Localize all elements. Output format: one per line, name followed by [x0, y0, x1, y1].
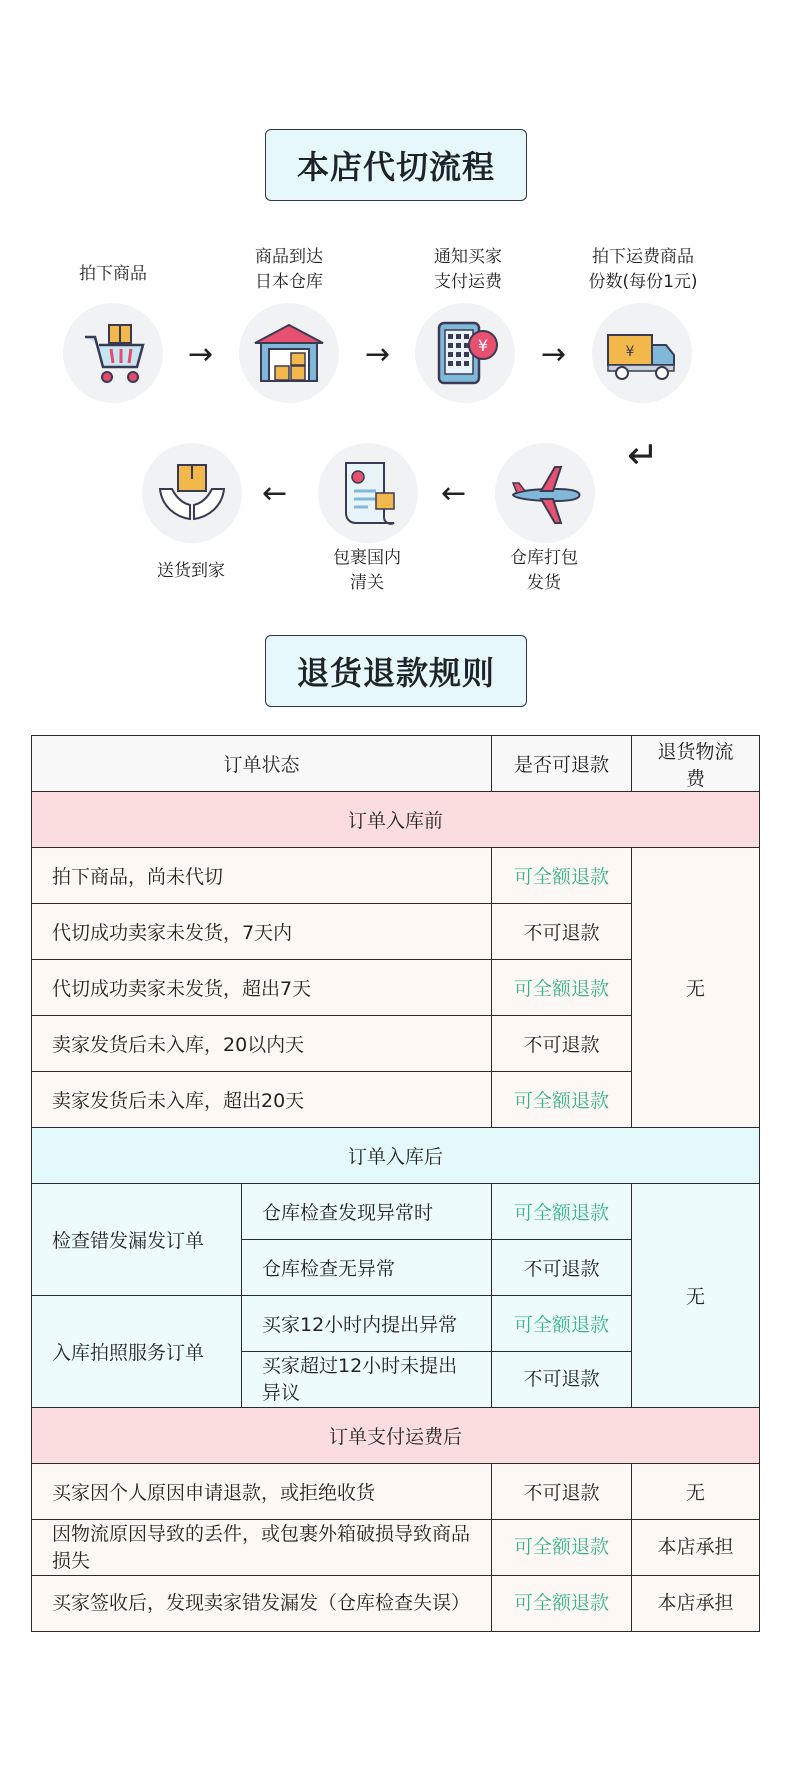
- step-4-label-wrap: [578, 245, 708, 295]
- status-cell: 买家因个人原因申请退款，或拒绝收货: [32, 1464, 492, 1520]
- refund-cell: 不可退款: [492, 1464, 632, 1520]
- status-cell: 买家签收后，发现卖家错发漏发（仓库检查失误）: [32, 1576, 492, 1632]
- status-cell: 代切成功卖家未发货，超出7天: [32, 960, 492, 1016]
- refund-cell: 可全额退款: [492, 1184, 632, 1240]
- arrow-right-icon: →: [541, 337, 567, 372]
- status-cell: 卖家发货后未入库，20以内天: [32, 1016, 492, 1072]
- refund-cell: 可全额退款: [492, 1072, 632, 1128]
- refund-cell: 可全额退款: [492, 848, 632, 904]
- step-label: 拍下运费商品 份数(每份1元): [588, 247, 698, 292]
- step-label: 包裹国内 清关: [333, 548, 401, 593]
- turn-arrow-icon: ↵: [627, 433, 659, 477]
- refund-cell: 不可退款: [492, 1016, 632, 1072]
- status-cell: 因物流原因导致的丢件，或包裹外箱破损导致商品损失: [32, 1520, 492, 1576]
- fee-cell: 本店承担: [632, 1576, 760, 1632]
- refund-cell: 可全额退款: [492, 1520, 632, 1576]
- condition-cell: 买家超过12小时未提出异议: [242, 1352, 492, 1408]
- refund-rules-title: 退货退款规则: [265, 635, 527, 707]
- header-refundable: 是否可退款: [492, 736, 632, 792]
- refund-cell: 不可退款: [492, 1240, 632, 1296]
- table-row: [32, 1464, 760, 1520]
- process-title: 本店代切流程: [265, 129, 527, 201]
- table-row: [32, 1576, 760, 1632]
- subgroup-name-cell: 入库拍照服务订单: [32, 1296, 242, 1408]
- section-title: 订单支付运费后: [32, 1408, 760, 1464]
- fee-cell: 本店承担: [632, 1520, 760, 1576]
- refund-cell: 不可退款: [492, 904, 632, 960]
- refund-cell: 可全额退款: [492, 1296, 632, 1352]
- condition-cell: 买家12小时内提出异常: [242, 1296, 492, 1352]
- header-return-fee: 退货物流费: [632, 736, 760, 792]
- status-cell: 卖家发货后未入库，超出20天: [32, 1072, 492, 1128]
- customs-document-icon: [318, 443, 418, 543]
- arrow-right-icon: →: [188, 337, 214, 372]
- hands-box-icon: [142, 443, 242, 543]
- airplane-icon: [495, 443, 595, 543]
- step-3-label-wrap: [403, 245, 533, 295]
- table-row: [32, 848, 760, 904]
- refund-cell: 不可退款: [492, 1352, 632, 1408]
- svg-text:¥: ¥: [477, 336, 489, 355]
- warehouse-icon: [239, 303, 339, 403]
- subgroup-name-cell: 检查错发漏发订单: [32, 1184, 242, 1296]
- section-title: 订单入库前: [32, 792, 760, 848]
- refund-cell: 可全额退款: [492, 1576, 632, 1632]
- table-header-row: [32, 736, 760, 792]
- refund-rules-table: [31, 735, 760, 1632]
- condition-cell: 仓库检查发现异常时: [242, 1184, 492, 1240]
- step-label: 仓库打包 发货: [510, 548, 578, 593]
- condition-cell: 仓库检查无异常: [242, 1240, 492, 1296]
- fee-cell: 无: [632, 1184, 760, 1408]
- step-1-label-wrap: [48, 262, 178, 287]
- phone-payment-icon: [415, 303, 515, 403]
- section-row-before-warehouse: [32, 792, 760, 848]
- svg-text:¥: ¥: [625, 344, 635, 360]
- step-2-label-wrap: [224, 245, 354, 295]
- refund-cell: 可全额退款: [492, 960, 632, 1016]
- step-label: 送货到家: [157, 561, 225, 581]
- section-title: 订单入库后: [32, 1128, 760, 1184]
- table-row: [32, 1520, 760, 1576]
- section-row-after-shipping-paid: [32, 1408, 760, 1464]
- arrow-right-icon: →: [365, 337, 391, 372]
- arrow-left-icon: ←: [441, 476, 467, 511]
- step-label: 通知买家 支付运费: [434, 247, 502, 292]
- step-7-label-wrap: [126, 559, 256, 584]
- arrow-left-icon: ←: [262, 476, 288, 511]
- step-5-label-wrap: [479, 546, 609, 596]
- fee-cell: 无: [632, 1464, 760, 1520]
- table-row: [32, 1184, 760, 1240]
- delivery-truck-icon: [592, 303, 692, 403]
- shopping-cart-icon: [63, 303, 163, 403]
- status-cell: 代切成功卖家未发货，7天内: [32, 904, 492, 960]
- status-cell: 拍下商品，尚未代切: [32, 848, 492, 904]
- step-label: 商品到达 日本仓库: [255, 247, 323, 292]
- step-label: 拍下商品: [79, 264, 147, 284]
- fee-cell: 无: [632, 848, 760, 1128]
- section-row-after-warehouse: [32, 1128, 760, 1184]
- step-6-label-wrap: [302, 546, 432, 596]
- header-order-status: 订单状态: [32, 736, 492, 792]
